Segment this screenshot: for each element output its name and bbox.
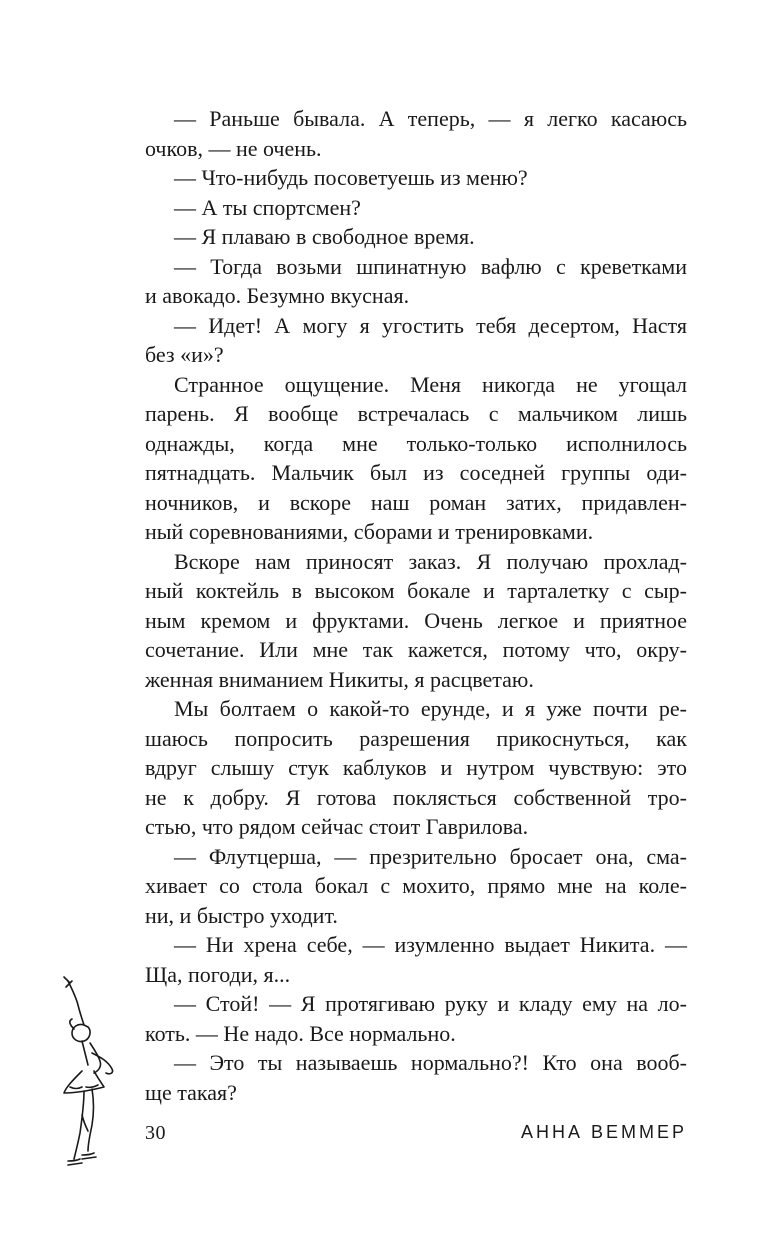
text-line xyxy=(145,517,687,547)
text-line-content: хивает со стола бокал с мохито, прямо мне на коле- xyxy=(145,873,687,898)
text-line-content: — Это ты называешь нормально?! Кто она вооб- xyxy=(174,1050,687,1075)
text-line xyxy=(145,134,687,164)
text-line xyxy=(145,252,687,282)
running-header-author: АННА ВЕММЕР xyxy=(520,1122,687,1142)
text-line-content: — А ты спортсмен? xyxy=(174,194,361,220)
text-line xyxy=(145,311,687,341)
text-line-content: и авокадо. Безумно вкусная. xyxy=(145,283,410,308)
text-line xyxy=(145,429,687,459)
text-line xyxy=(145,488,687,518)
text-line-content: — Идет! А могу я угостить тебя десертом, Настя xyxy=(174,312,687,338)
text-line xyxy=(145,901,687,931)
text-line-content: ни, и быстро уходит. xyxy=(145,902,338,928)
text-line-content: шаюсь попросить разрешения прикоснуться, как xyxy=(145,725,687,751)
text-line xyxy=(145,281,687,311)
text-line-content: ным кремом и фруктами. Очень легкое и приятное xyxy=(145,607,687,633)
text-line xyxy=(145,547,687,577)
text-line-content: — Я плаваю в свободное время. xyxy=(174,224,475,249)
text-line xyxy=(145,576,687,606)
text-line-content: не к добру. Я готова поклясться собственной тро- xyxy=(145,784,687,810)
text-line-content: пятнадцать. Мальчик был из соседней группы оди- xyxy=(145,460,687,485)
text-line-content: однажды, когда мне только-только исполнилось xyxy=(145,430,687,456)
text-line xyxy=(145,665,687,695)
text-line xyxy=(145,458,687,488)
text-line xyxy=(145,1078,687,1108)
text-line-content: — Флутцерша, — презрительно бросает она, сма- xyxy=(174,843,687,869)
text-line xyxy=(145,1019,687,1049)
text-line-content: женная вниманием Никиты, я расцветаю. xyxy=(145,666,534,692)
text-line-content: — Ни хрена себе, — изумленно выдает Никита. — xyxy=(174,932,687,957)
text-line xyxy=(145,222,687,252)
figure-skater-icon xyxy=(38,975,128,1180)
text-line-content: — Стой! — Я протягиваю руку и кладу ему на ло- xyxy=(174,991,687,1016)
text-line-content: ный соревнованиями, сборами и тренировками. xyxy=(145,519,594,544)
text-line-content: Мы болтаем о какой-то ерунде, и я уже почти ре- xyxy=(174,696,687,721)
text-line-content: коть. — Не надо. Все нормально. xyxy=(145,1020,456,1046)
book-text xyxy=(145,104,687,1107)
page-number: 30 xyxy=(145,1122,166,1144)
text-line xyxy=(145,694,687,724)
text-line xyxy=(145,399,687,429)
text-line xyxy=(145,340,687,370)
text-line-content: — Раньше бывала. А теперь, — я легко касаюсь xyxy=(174,106,687,131)
text-line xyxy=(145,960,687,990)
text-line-content: — Тогда возьми шпинатную вафлю с креветками xyxy=(174,253,687,279)
text-line xyxy=(145,871,687,901)
text-line-content: вдруг слышу стук каблуков и нутром чувствую: это xyxy=(145,755,687,780)
text-line-content: сочетание. Или мне так кажется, потому что, окру- xyxy=(145,637,687,662)
text-line xyxy=(145,370,687,400)
text-line xyxy=(145,930,687,960)
text-line xyxy=(145,812,687,842)
text-line-content: ночников, и вскоре наш роман затих, придавлен- xyxy=(145,489,687,515)
text-line xyxy=(145,724,687,754)
text-line xyxy=(145,753,687,783)
text-line-content: парень. Я вообще встречалась с мальчиком лишь xyxy=(145,401,687,426)
text-line-content: очков, — не очень. xyxy=(145,135,322,161)
text-line xyxy=(145,193,687,223)
text-line-content: стью, что рядом сейчас стоит Гаврилова. xyxy=(145,814,529,839)
text-line-content: Странное ощущение. Меня никогда не угощал xyxy=(174,371,687,397)
text-line xyxy=(145,989,687,1019)
text-line-content: без «и»? xyxy=(145,342,224,367)
text-line xyxy=(145,842,687,872)
text-line-content: Вскоре нам приносят заказ. Я получаю прохлад- xyxy=(174,548,687,574)
text-line-content: Ща, погоди, я... xyxy=(145,961,291,987)
text-line xyxy=(145,104,687,134)
text-line xyxy=(145,635,687,665)
text-line-content: — Что-нибудь посоветуешь из меню? xyxy=(174,165,528,190)
text-line xyxy=(145,783,687,813)
text-line-content: ще такая? xyxy=(145,1079,237,1105)
text-line xyxy=(145,163,687,193)
text-line-content: ный коктейль в высоком бокале и тарталетку с сыр- xyxy=(145,578,687,603)
text-line xyxy=(145,1048,687,1078)
text-line xyxy=(145,606,687,636)
